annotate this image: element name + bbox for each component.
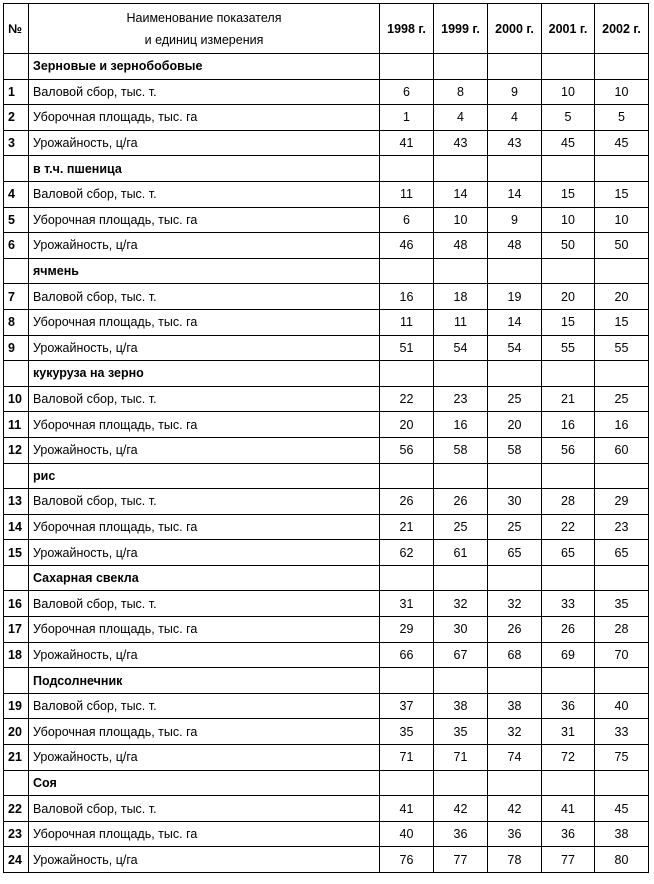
value-cell: 45 [595,130,649,156]
value-cell: 32 [488,591,542,617]
value-cell: 10 [434,207,488,233]
indicator-label: Уборочная площадь, тыс. га [29,821,380,847]
group-header-row [4,463,649,489]
empty-cell [434,668,488,694]
indicator-label: Валовой сбор, тыс. т. [29,386,380,412]
value-cell: 71 [434,745,488,771]
group-number-cell [4,668,29,694]
row-number: 13 [4,489,29,515]
value-cell: 61 [434,540,488,566]
column-header-year: 2002 г. [595,4,649,54]
table-row [4,79,649,105]
group-title: Зерновые и зернобобовые [29,54,380,80]
group-number-cell [4,54,29,80]
value-cell: 31 [380,591,434,617]
table-row [4,105,649,131]
row-number: 14 [4,514,29,540]
row-number: 3 [4,130,29,156]
value-cell: 68 [488,642,542,668]
value-cell: 15 [542,309,595,335]
value-cell: 72 [542,745,595,771]
empty-cell [488,361,542,387]
value-cell: 42 [434,796,488,822]
value-cell: 20 [380,412,434,438]
empty-cell [488,463,542,489]
table-row [4,412,649,438]
value-cell: 5 [542,105,595,131]
table-row [4,591,649,617]
row-number: 12 [4,437,29,463]
row-number: 19 [4,693,29,719]
value-cell: 18 [434,284,488,310]
empty-cell [434,54,488,80]
table-row [4,847,649,873]
indicator-label: Урожайность, ц/га [29,130,380,156]
table-row [4,335,649,361]
value-cell: 4 [434,105,488,131]
row-number: 4 [4,181,29,207]
row-number: 2 [4,105,29,131]
indicator-label: Валовой сбор, тыс. т. [29,489,380,515]
value-cell: 14 [488,181,542,207]
value-cell: 35 [595,591,649,617]
indicator-label: Урожайность, ц/га [29,642,380,668]
table-row [4,514,649,540]
empty-cell [542,156,595,182]
value-cell: 25 [488,386,542,412]
value-cell: 35 [380,719,434,745]
value-cell: 26 [434,489,488,515]
value-cell: 25 [595,386,649,412]
value-cell: 10 [542,79,595,105]
value-cell: 43 [434,130,488,156]
empty-cell [595,361,649,387]
value-cell: 26 [488,617,542,643]
value-cell: 6 [380,79,434,105]
value-cell: 33 [542,591,595,617]
table-row [4,617,649,643]
empty-cell [434,156,488,182]
group-title: кукуруза на зерно [29,361,380,387]
value-cell: 9 [488,79,542,105]
group-title: Сахарная свекла [29,565,380,591]
value-cell: 77 [542,847,595,873]
value-cell: 29 [380,617,434,643]
row-number: 9 [4,335,29,361]
value-cell: 58 [434,437,488,463]
empty-cell [542,54,595,80]
value-cell: 45 [542,130,595,156]
value-cell: 42 [488,796,542,822]
row-number: 1 [4,79,29,105]
empty-cell [434,565,488,591]
table-header-row [4,4,649,54]
value-cell: 4 [488,105,542,131]
empty-cell [542,463,595,489]
value-cell: 35 [434,719,488,745]
value-cell: 25 [488,514,542,540]
empty-cell [380,565,434,591]
value-cell: 16 [380,284,434,310]
indicator-label: Валовой сбор, тыс. т. [29,181,380,207]
group-title: Соя [29,770,380,796]
indicator-label: Уборочная площадь, тыс. га [29,719,380,745]
value-cell: 10 [595,207,649,233]
value-cell: 70 [595,642,649,668]
value-cell: 40 [380,821,434,847]
group-title: рис [29,463,380,489]
value-cell: 5 [595,105,649,131]
value-cell: 50 [595,233,649,259]
indicator-label: Валовой сбор, тыс. т. [29,693,380,719]
value-cell: 20 [542,284,595,310]
group-header-row [4,565,649,591]
table-row [4,796,649,822]
value-cell: 74 [488,745,542,771]
empty-cell [595,258,649,284]
value-cell: 48 [488,233,542,259]
value-cell: 51 [380,335,434,361]
empty-cell [542,258,595,284]
table-row [4,745,649,771]
group-header-row [4,54,649,80]
value-cell: 41 [542,796,595,822]
empty-cell [595,156,649,182]
row-number: 11 [4,412,29,438]
value-cell: 15 [595,309,649,335]
indicator-label: Валовой сбор, тыс. т. [29,284,380,310]
value-cell: 36 [542,693,595,719]
table-row [4,437,649,463]
value-cell: 38 [595,821,649,847]
empty-cell [434,361,488,387]
table-row [4,386,649,412]
column-header-indicator [29,4,380,54]
value-cell: 65 [595,540,649,566]
indicator-label: Валовой сбор, тыс. т. [29,79,380,105]
empty-cell [380,770,434,796]
indicator-label: Уборочная площадь, тыс. га [29,514,380,540]
value-cell: 66 [380,642,434,668]
row-number: 24 [4,847,29,873]
value-cell: 26 [542,617,595,643]
value-cell: 36 [434,821,488,847]
empty-cell [488,258,542,284]
group-number-cell [4,258,29,284]
group-header-row [4,668,649,694]
value-cell: 62 [380,540,434,566]
value-cell: 58 [488,437,542,463]
empty-cell [488,156,542,182]
table-row [4,207,649,233]
value-cell: 6 [380,207,434,233]
group-title: Подсолнечник [29,668,380,694]
value-cell: 54 [488,335,542,361]
empty-cell [595,54,649,80]
value-cell: 16 [595,412,649,438]
group-header-row [4,258,649,284]
empty-cell [380,156,434,182]
empty-cell [380,668,434,694]
row-number: 22 [4,796,29,822]
row-number: 21 [4,745,29,771]
value-cell: 22 [542,514,595,540]
indicator-label: Валовой сбор, тыс. т. [29,796,380,822]
value-cell: 11 [380,309,434,335]
value-cell: 23 [595,514,649,540]
value-cell: 21 [542,386,595,412]
empty-cell [488,54,542,80]
value-cell: 36 [542,821,595,847]
indicator-label: Урожайность, ц/га [29,540,380,566]
column-header-year: 1998 г. [380,4,434,54]
empty-cell [488,565,542,591]
row-number: 23 [4,821,29,847]
value-cell: 54 [434,335,488,361]
empty-cell [595,565,649,591]
indicator-label: Уборочная площадь, тыс. га [29,105,380,131]
group-number-cell [4,361,29,387]
value-cell: 33 [595,719,649,745]
group-title: ячмень [29,258,380,284]
empty-cell [595,668,649,694]
column-header-number: № [4,4,29,54]
empty-cell [380,361,434,387]
value-cell: 23 [434,386,488,412]
value-cell: 38 [434,693,488,719]
value-cell: 48 [434,233,488,259]
row-number: 6 [4,233,29,259]
group-title: в т.ч. пшеница [29,156,380,182]
row-number: 15 [4,540,29,566]
value-cell: 10 [542,207,595,233]
value-cell: 11 [380,181,434,207]
value-cell: 78 [488,847,542,873]
row-number: 17 [4,617,29,643]
value-cell: 28 [542,489,595,515]
indicator-label: Уборочная площадь, тыс. га [29,617,380,643]
value-cell: 77 [434,847,488,873]
value-cell: 71 [380,745,434,771]
group-number-cell [4,770,29,796]
value-cell: 15 [595,181,649,207]
value-cell: 65 [488,540,542,566]
value-cell: 32 [488,719,542,745]
group-number-cell [4,565,29,591]
empty-cell [542,361,595,387]
value-cell: 50 [542,233,595,259]
indicator-label: Уборочная площадь, тыс. га [29,309,380,335]
value-cell: 36 [488,821,542,847]
column-header-year: 1999 г. [434,4,488,54]
empty-cell [595,463,649,489]
crop-indicators-table [3,3,649,873]
value-cell: 41 [380,796,434,822]
value-cell: 19 [488,284,542,310]
column-header-year: 2001 г. [542,4,595,54]
value-cell: 65 [542,540,595,566]
row-number: 7 [4,284,29,310]
value-cell: 41 [380,130,434,156]
value-cell: 46 [380,233,434,259]
value-cell: 21 [380,514,434,540]
value-cell: 16 [542,412,595,438]
value-cell: 30 [488,489,542,515]
empty-cell [434,463,488,489]
indicator-label: Урожайность, ц/га [29,233,380,259]
table-row [4,821,649,847]
empty-cell [542,668,595,694]
group-header-row [4,361,649,387]
value-cell: 30 [434,617,488,643]
row-number: 8 [4,309,29,335]
value-cell: 38 [488,693,542,719]
group-number-cell [4,463,29,489]
indicator-label: Валовой сбор, тыс. т. [29,591,380,617]
value-cell: 69 [542,642,595,668]
empty-cell [488,770,542,796]
indicator-label: Уборочная площадь, тыс. га [29,412,380,438]
indicator-label: Уборочная площадь, тыс. га [29,207,380,233]
value-cell: 11 [434,309,488,335]
row-number: 10 [4,386,29,412]
indicator-label: Урожайность, ц/га [29,335,380,361]
value-cell: 10 [595,79,649,105]
column-header-indicator-line1: Наименование показателя [126,10,282,25]
value-cell: 37 [380,693,434,719]
value-cell: 55 [595,335,649,361]
value-cell: 80 [595,847,649,873]
group-header-row [4,156,649,182]
value-cell: 28 [595,617,649,643]
value-cell: 15 [542,181,595,207]
table-body [4,54,649,873]
row-number: 20 [4,719,29,745]
row-number: 18 [4,642,29,668]
value-cell: 1 [380,105,434,131]
value-cell: 43 [488,130,542,156]
table-row [4,642,649,668]
table-row [4,284,649,310]
value-cell: 25 [434,514,488,540]
group-number-cell [4,156,29,182]
table-row [4,181,649,207]
value-cell: 14 [434,181,488,207]
group-header-row [4,770,649,796]
empty-cell [380,463,434,489]
table-row [4,489,649,515]
value-cell: 20 [595,284,649,310]
value-cell: 20 [488,412,542,438]
empty-cell [434,770,488,796]
empty-cell [380,258,434,284]
value-cell: 76 [380,847,434,873]
table-row [4,540,649,566]
column-header-year: 2000 г. [488,4,542,54]
value-cell: 14 [488,309,542,335]
empty-cell [380,54,434,80]
value-cell: 29 [595,489,649,515]
table-row [4,693,649,719]
value-cell: 8 [434,79,488,105]
row-number: 16 [4,591,29,617]
value-cell: 45 [595,796,649,822]
table-row [4,130,649,156]
value-cell: 55 [542,335,595,361]
value-cell: 26 [380,489,434,515]
indicator-label: Урожайность, ц/га [29,745,380,771]
empty-cell [542,770,595,796]
table-row [4,233,649,259]
value-cell: 22 [380,386,434,412]
value-cell: 60 [595,437,649,463]
empty-cell [595,770,649,796]
row-number: 5 [4,207,29,233]
value-cell: 9 [488,207,542,233]
value-cell: 56 [380,437,434,463]
empty-cell [542,565,595,591]
column-header-indicator-line2: и единиц измерения [144,32,264,47]
empty-cell [434,258,488,284]
indicator-label: Урожайность, ц/га [29,437,380,463]
empty-cell [488,668,542,694]
indicator-label: Урожайность, ц/га [29,847,380,873]
table-row [4,719,649,745]
value-cell: 31 [542,719,595,745]
value-cell: 16 [434,412,488,438]
value-cell: 67 [434,642,488,668]
table-row [4,309,649,335]
value-cell: 32 [434,591,488,617]
value-cell: 40 [595,693,649,719]
value-cell: 75 [595,745,649,771]
value-cell: 56 [542,437,595,463]
